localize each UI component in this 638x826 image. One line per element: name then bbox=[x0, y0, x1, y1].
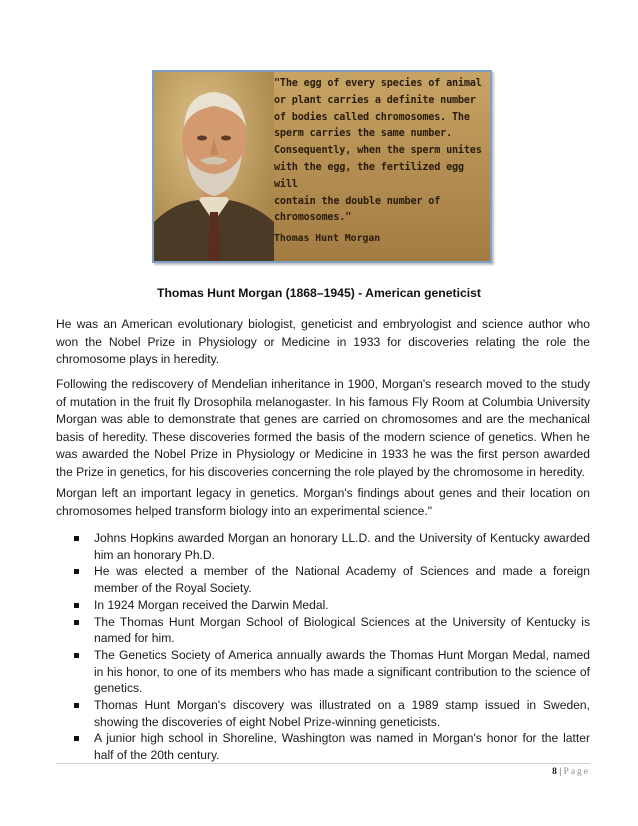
quote-author: Thomas Hunt Morgan bbox=[274, 233, 381, 244]
page-number: 8 bbox=[552, 767, 557, 777]
quote-text bbox=[274, 76, 488, 227]
list-item-text: Johns Hopkins awarded Morgan an honorary LL.D. and the University of Kentucky awarded him an honorary Ph.D. bbox=[94, 531, 590, 562]
quote-line: "The egg of every species of animal bbox=[274, 78, 482, 89]
page-label: Page bbox=[563, 767, 590, 777]
list-item bbox=[70, 563, 590, 596]
list-item bbox=[70, 530, 590, 563]
list-item-text: Thomas Hunt Morgan's discovery was illustrated on a 1989 stamp issued in Sweden, showing the discoveries of eight Nobel Prize-winning geneticists. bbox=[94, 698, 590, 729]
portrait-illustration bbox=[154, 72, 274, 263]
quote-line: contain the double number of bbox=[274, 195, 441, 207]
quote-line: or plant carries a definite number bbox=[274, 94, 476, 106]
bullet-square-icon bbox=[74, 736, 79, 741]
list-item-text: The Thomas Hunt Morgan School of Biological Sciences at the University of Kentucky is named for him. bbox=[94, 614, 590, 646]
list-item bbox=[70, 697, 590, 730]
page-number-footer bbox=[552, 767, 590, 777]
list-item-text: The Genetics Society of America annually awards the Thomas Hunt Morgan Medal, named in his honor, to one of its members who has made a significant contribution to the science of genetics. bbox=[94, 647, 590, 696]
quote-line: with the egg, the fertilized egg will bbox=[274, 161, 464, 190]
honors-list bbox=[70, 530, 590, 764]
list-item bbox=[70, 730, 590, 763]
list-item-text: In 1924 Morgan received the Darwin Medal. bbox=[94, 597, 329, 612]
paragraph: He was an American evolutionary biologist, geneticist and embryologist and science author who won the Nobel Prize in Physiology or Medicine in 1933 for discoveries relating the role the chromosome plays in heredity. bbox=[56, 317, 590, 366]
bullet-square-icon bbox=[74, 620, 79, 625]
quote-line: chromosomes." bbox=[274, 212, 352, 224]
quote-line: sperm carries the same number. bbox=[274, 128, 453, 140]
list-item bbox=[70, 614, 590, 647]
quote-line: of bodies called chromosomes. The bbox=[274, 111, 470, 123]
list-item bbox=[70, 597, 590, 614]
bullet-square-icon bbox=[74, 703, 79, 708]
paragraph: Following the rediscovery of Mendelian inheritance in 1900, Morgan's research moved to the study of mutation in the fruit fly Drosophila melanogaster. In his famous Fly Room at Columbia University Morgan was able to demonstrate that genes are carried on chromosomes and are the mechanical basis of heredity. These discoveries formed the basis of the modern science of genetics. When he was awarded the Nobel Prize in Physiology or Medicine in 1933 he was the first person awarded the Prize in genetics, for his discoveries concerning the role played by the chromosome in heredity. bbox=[56, 377, 590, 479]
bullet-square-icon bbox=[74, 536, 79, 541]
bullet-square-icon bbox=[74, 603, 79, 608]
bullet-square-icon bbox=[74, 569, 79, 574]
bullet-square-icon bbox=[74, 653, 79, 658]
figure-caption: Thomas Hunt Morgan (1868–1945) - American geneticist bbox=[157, 286, 481, 300]
list-item-text: He was elected a member of the National Academy of Sciences and made a foreign member of the Royal Society. bbox=[94, 564, 590, 596]
list-item bbox=[70, 647, 590, 697]
page-separator: | bbox=[559, 767, 562, 777]
portrait-quote-image bbox=[152, 70, 492, 263]
list-item-text: A junior high school in Shoreline, Washington was named in Morgan's honor for the latter half of the 20th century. bbox=[94, 731, 590, 763]
footer-divider bbox=[56, 763, 590, 764]
paragraph: Morgan left an important legacy in genetics. Morgan's findings about genes and their location on chromosomes helped transform biology into an experimental science." bbox=[56, 486, 590, 518]
quote-line: Consequently, when the sperm unites bbox=[274, 145, 482, 157]
